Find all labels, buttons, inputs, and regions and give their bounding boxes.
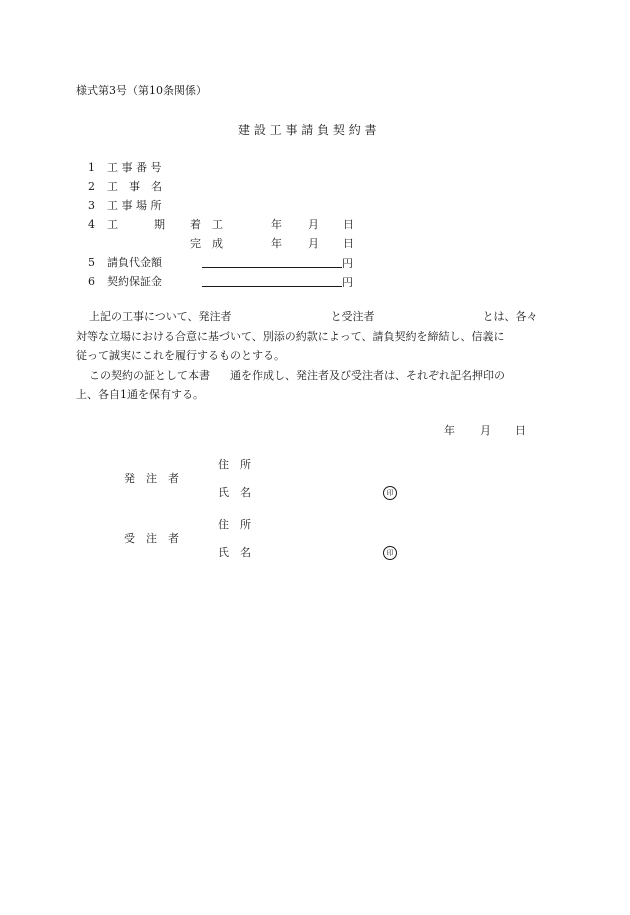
item-4-label-b: 期 [154, 218, 165, 231]
item-1-label: 工 事 番 号 [107, 161, 162, 174]
start-day-label: 日 [343, 218, 354, 231]
orderer-label: 発 注 者 [124, 472, 179, 485]
body-line-4b: 通を作成し、発注者及び受注者は、それぞれ記名押印の [230, 368, 505, 382]
item-3-number: 3 [88, 199, 95, 212]
item-5-number: 5 [88, 256, 95, 269]
body-line-3: 従って誠実にこれを履行するものとする。 [76, 349, 285, 362]
contractor-address-label: 住 所 [218, 518, 251, 531]
page-title: 建 設 工 事 請 負 契 約 書 [238, 123, 377, 137]
end-day-label: 日 [343, 237, 354, 250]
form-number: 様式第3号（第10条関係） [76, 84, 207, 97]
item-6-number: 6 [88, 275, 95, 288]
start-year-label: 年 [271, 218, 282, 231]
orderer-address-label: 住 所 [218, 458, 251, 471]
end-year-label: 年 [271, 237, 282, 250]
contract-amount-unit: 円 [342, 257, 353, 270]
contract-amount-field[interactable] [202, 256, 353, 271]
end-label: 完 成 [190, 237, 223, 250]
item-2-label: 工 事 名 [107, 180, 162, 193]
item-1-number: 1 [88, 161, 95, 174]
body-line-1a: 上記の工事について、発注者 [89, 310, 232, 323]
date-month-label: 月 [480, 424, 491, 437]
guarantee-amount-unit: 円 [342, 276, 353, 289]
item-3-label: 工 事 場 所 [107, 199, 162, 212]
contractor-seal-mark: 印 [383, 546, 397, 560]
item-4-number: 4 [88, 218, 95, 231]
body-line-1c: とは、各々 [482, 310, 538, 323]
orderer-seal-mark: 印 [383, 486, 397, 500]
item-4-label-a: 工 [107, 218, 118, 231]
contractor-label: 受 注 者 [124, 532, 179, 545]
item-5-label: 請負代金額 [107, 256, 162, 269]
body-line-4a: この契約の証として本書 [89, 368, 210, 382]
date-day-label: 日 [515, 424, 526, 437]
item-6-label: 契約保証金 [107, 275, 162, 288]
date-year-label: 年 [444, 424, 455, 437]
start-label: 着 工 [190, 218, 223, 231]
contractor-name-label: 氏 名 [218, 546, 251, 559]
body-line-5: 上、各自1通を保有する。 [76, 388, 204, 401]
guarantee-amount-field[interactable] [202, 275, 353, 290]
end-month-label: 月 [308, 237, 319, 250]
body-line-2: 対等な立場における合意に基づいて、別添の約款によって、請負契約を締結し、信義に [76, 329, 505, 343]
item-2-number: 2 [88, 180, 95, 193]
start-month-label: 月 [308, 218, 319, 231]
body-line-1b: と受注者 [330, 310, 375, 323]
orderer-name-label: 氏 名 [218, 486, 251, 499]
body-paragraph [76, 307, 554, 405]
